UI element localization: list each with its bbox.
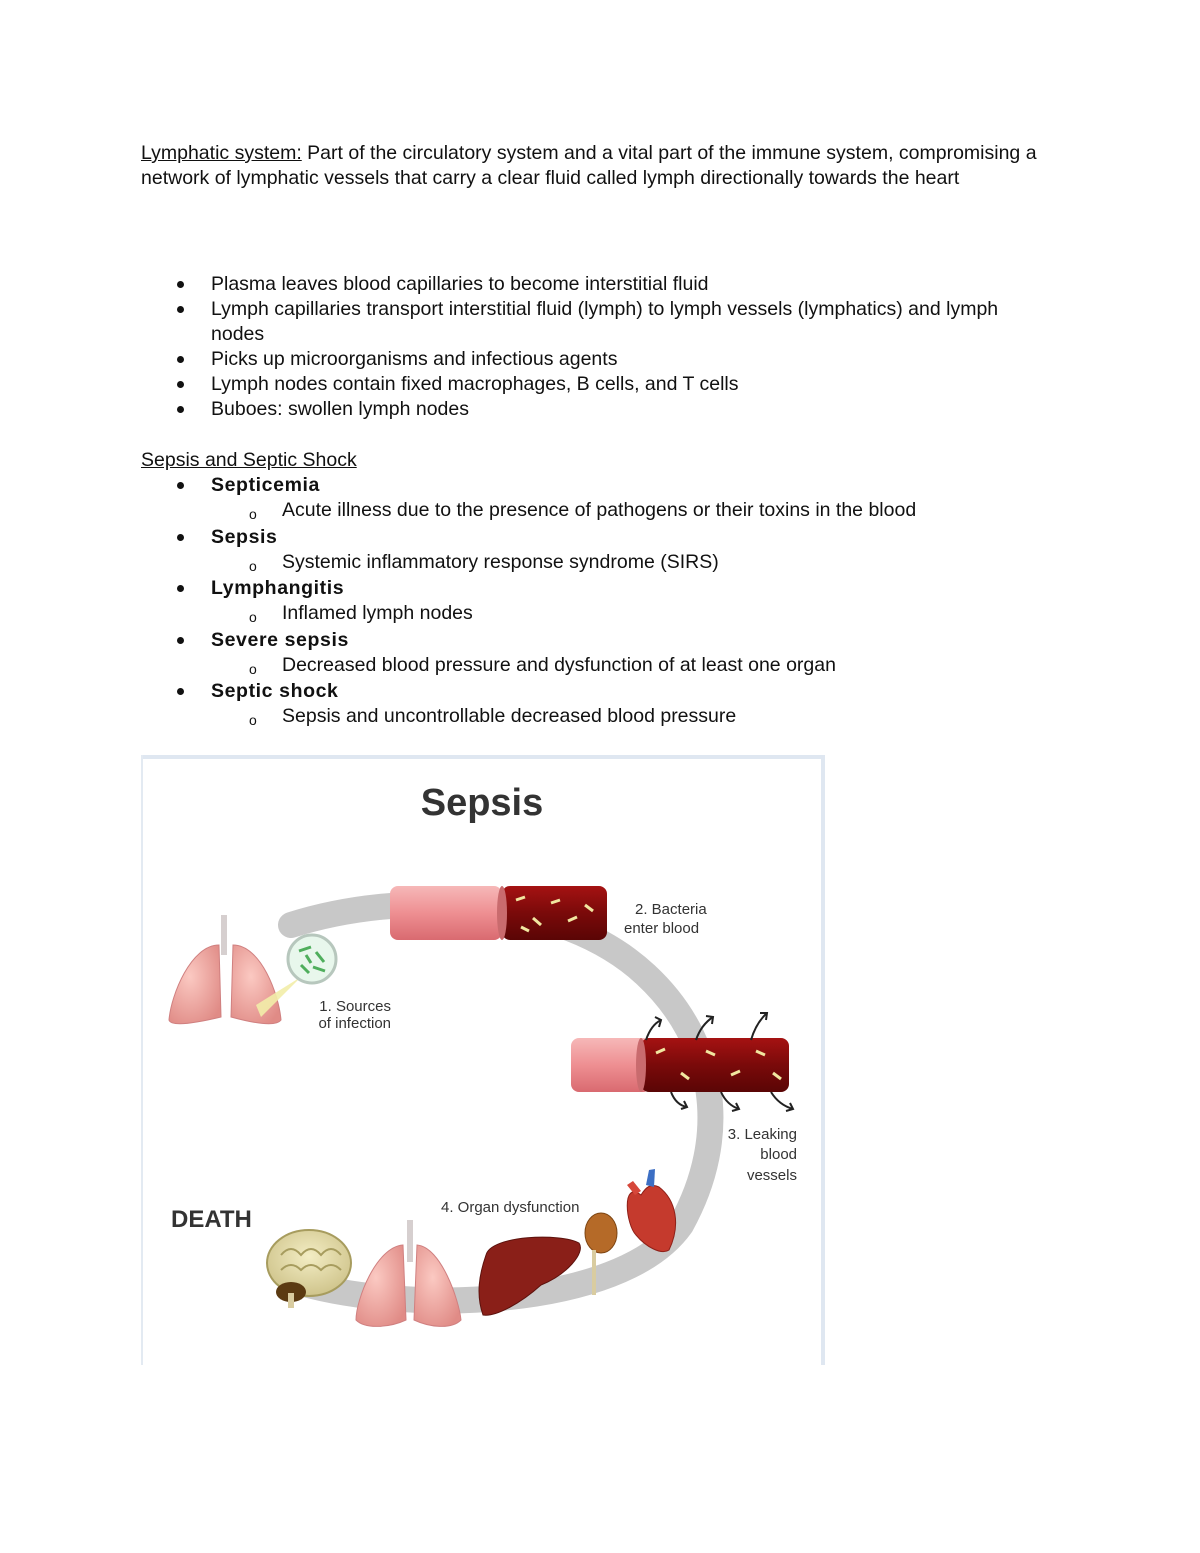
step3-label-line2: blood	[760, 1146, 797, 1163]
bullet-icon	[177, 482, 184, 489]
list-item: Lymph capillaries transport interstitial fluid (lymph) to lymph vessels (lymphatics) and lymph nodes	[141, 297, 1041, 347]
bacteria-magnifier-icon	[288, 935, 336, 983]
leaking-vessel-icon	[571, 1038, 789, 1092]
list-item: Lymph nodes contain fixed macrophages, B cells, and T cells	[141, 372, 1041, 397]
list-item: Plasma leaves blood capillaries to become interstitial fluid	[141, 272, 1041, 297]
bullet-icon	[177, 281, 184, 288]
sub-bullet-icon: o	[249, 557, 257, 574]
list-item	[141, 576, 1041, 626]
definition: o Systemic inflammatory response syndrome (SIRS)	[211, 550, 1041, 575]
intro-term: Lymphatic system:	[141, 142, 302, 164]
intro-paragraph	[141, 141, 1051, 191]
figure-top-border	[141, 755, 825, 759]
term-label: Severe sepsis	[211, 628, 349, 651]
figure-title: Sepsis	[420, 782, 544, 824]
step2-label-line2: enter blood	[624, 920, 700, 937]
list-item	[141, 525, 1041, 575]
blood-vessel-bacteria-icon	[390, 886, 607, 940]
step1-label-line2: of infection	[318, 1015, 391, 1032]
term-label: Sepsis	[211, 525, 278, 548]
step3-label-line1: 3. Leaking	[727, 1126, 797, 1143]
section-title: Sepsis and Septic Shock	[141, 449, 357, 471]
definition: o Acute illness due to the presence of pathogens or their toxins in the blood	[211, 498, 1041, 523]
bullet-icon	[177, 381, 184, 388]
definition: o Sepsis and uncontrollable decreased blood pressure	[211, 704, 1041, 729]
sub-bullet-icon: o	[249, 660, 257, 677]
term-label: Septic shock	[211, 680, 339, 702]
bullet-icon	[177, 637, 184, 644]
step2-label-line1: 2. Bacteria	[635, 901, 707, 918]
list-item: Picks up microorganisms and infectious agents	[141, 347, 1041, 372]
list-item	[141, 628, 1041, 678]
death-label: DEATH	[171, 1206, 252, 1233]
term-label: Septicemia	[211, 474, 320, 496]
bullet-icon	[177, 356, 184, 363]
list-item	[141, 679, 1041, 729]
bullet-icon	[177, 406, 184, 413]
bullet-icon	[177, 688, 184, 695]
bullet-icon	[177, 585, 184, 592]
sepsis-diagram	[141, 755, 825, 1365]
figure-left-border	[141, 755, 143, 1365]
list-item	[141, 473, 1041, 523]
intro-text: Part of the circulatory system and a vital part of the immune system, compromising a network of lymphatic vessels that carry a clear fluid called lymph directionally towards the heart	[141, 142, 1037, 189]
sub-bullet-icon: o	[249, 712, 257, 728]
bullet-icon	[177, 534, 184, 541]
sepsis-term-list	[141, 473, 1041, 731]
step3-label-line3: vessels	[746, 1167, 797, 1184]
step4-label: 4. Organ dysfunction	[441, 1199, 580, 1216]
definition: o Inflamed lymph nodes	[211, 601, 1041, 626]
bullet-icon	[177, 306, 184, 313]
list-item: Buboes: swollen lymph nodes	[141, 397, 1041, 422]
sub-bullet-icon: o	[249, 506, 257, 522]
step1-label-line1: 1. Sources	[319, 998, 391, 1015]
definition: o Decreased blood pressure and dysfunction of at least one organ	[211, 653, 1041, 678]
lymph-bullet-list	[141, 272, 1041, 422]
sub-bullet-icon: o	[249, 609, 257, 625]
term-label: Lymphangitis	[211, 577, 345, 599]
figure-right-border	[821, 755, 825, 1365]
